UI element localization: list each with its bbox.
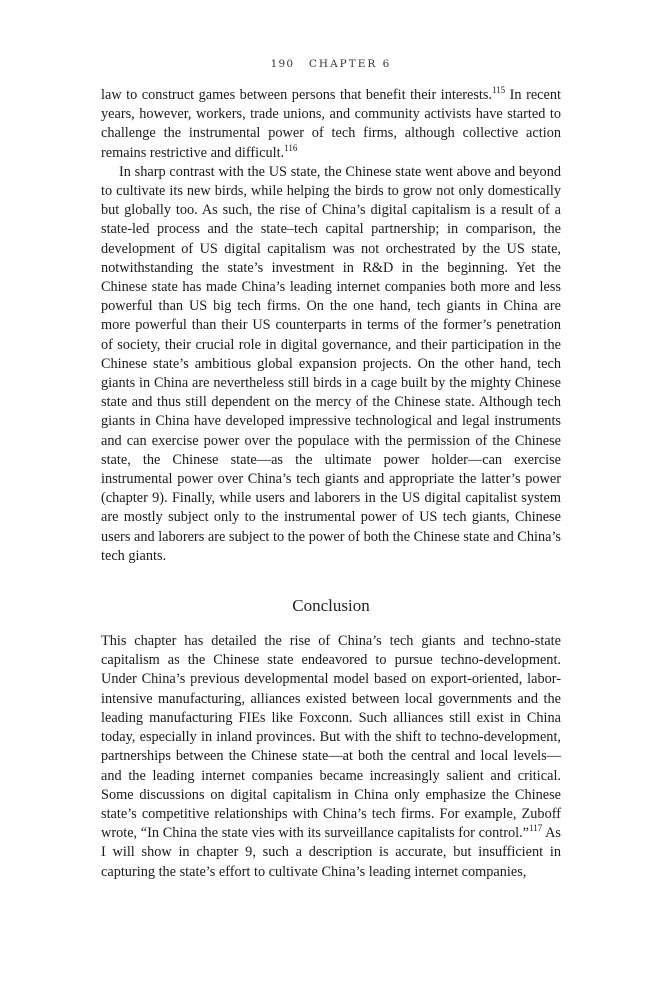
footnote-ref-116: 116	[284, 142, 298, 153]
book-page	[101, 58, 561, 882]
footnote-ref-115: 115	[492, 85, 506, 96]
paragraph-3-text-cont: As I will show in chapter 9, such a description is accurate, but insufficient in capturing the state’s effort to cultivate China’s leading internet companies,	[101, 825, 561, 880]
running-head	[101, 58, 561, 70]
paragraph-1	[101, 86, 561, 163]
paragraph-3-text: This chapter has detailed the rise of China’s tech giants and techno-state capitalism as the Chinese state endeavored to pursue techno-development. Under China’s previous developmental model based on export-oriented, labor-intensive manufacturing, alliances existed between local governments and the leading manufacturing FIEs like Foxconn. Such alliances still exist in China today, especially in inland provinces. But with the shift to techno-development, partnerships between the Chinese state—at both the central and local levels—and the leading internet companies became increasingly salient and critical. Some discussions on digital capitalism in China only emphasize the Chinese state’s competitive relationships with China’s tech firms. For example, Zuboff wrote, “In China the state vies with its surveillance capitalists for control.”	[101, 633, 561, 842]
page-number: 190	[270, 58, 295, 70]
chapter-label: CHAPTER 6	[308, 58, 392, 70]
footnote-ref-117: 117	[529, 823, 543, 834]
paragraph-2: In sharp contrast with the US state, the Chinese state went above and beyond to cultivate its new birds, while helping the birds to grow not only domestically but globally too. As such, the rise of China’s digital capitalism is a result of a state-led process and the state–tech capital partnership; in comparison, the development of US digital capitalism was not orchestrated by the US state, notwithstanding the state’s investment in R&D in the beginning. Yet the Chinese state has made China’s leading internet companies both more and less powerful than US big tech firms. On the one hand, tech giants in China are more powerful than their US counterparts in terms of the former’s penetration of society, their crucial role in digital governance, and their participation in the Chinese state’s ambitious global expansion projects. On the other hand, tech giants in China are nevertheless still birds in a cage built by the mighty Chinese state and thus still dependent on the mercy of the Chinese state. Although tech giants in China have developed impressive technological and legal instruments and can exercise power over the populace with the permission of the Chinese state, the Chinese state—as the ultimate power holder—can exercise instrumental power over China’s tech giants and appropriate the latter’s power (chapter 9). Finally, while users and laborers in the US digital capitalist system are mostly subject only to the instrumental power of US tech giants, Chinese users and laborers are subject to the power of both the Chinese state and China’s tech giants.	[101, 163, 561, 564]
paragraph-1-text-cont: In recent years, however, workers, trade unions, and community activists have started to challenge the instrumental power of tech firms, although collective action remains restrictive and difficult.	[101, 87, 561, 161]
paragraph-3	[101, 632, 561, 882]
section-heading: Conclusion	[292, 596, 370, 616]
paragraph-1-text: law to construct games between persons that benefit their interests.	[101, 87, 492, 103]
